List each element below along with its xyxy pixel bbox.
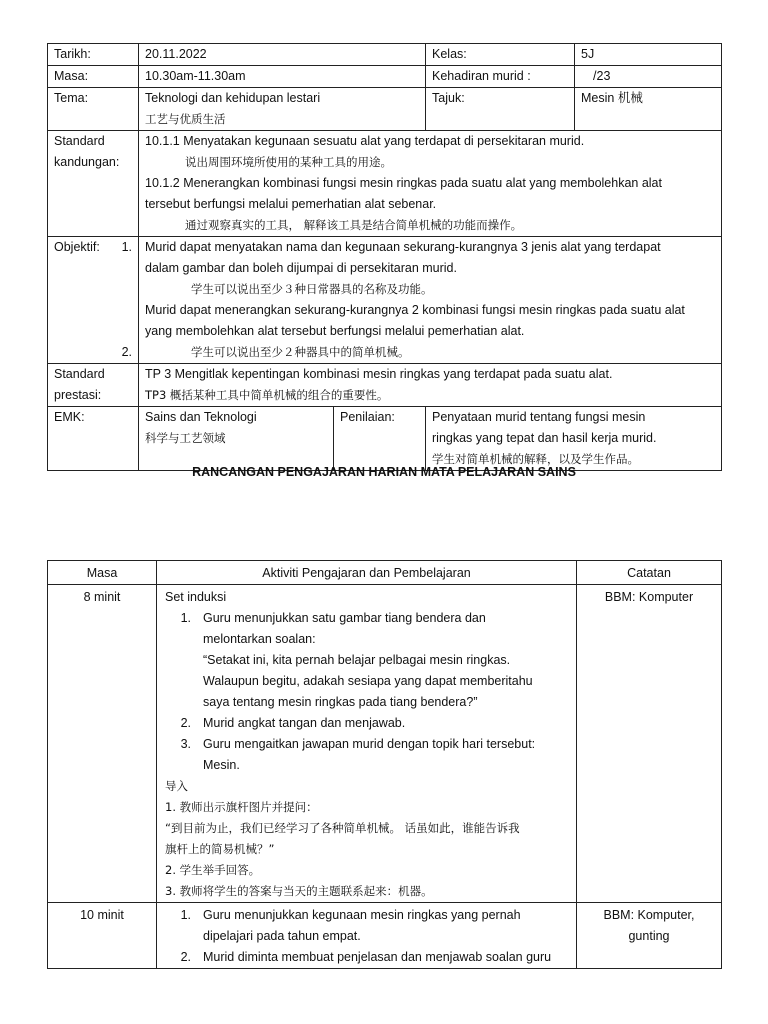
emk-value-zh: 科学与工艺领域 <box>145 431 226 445</box>
standard-prestasi-label-1: Standard <box>54 367 105 381</box>
emk-value: Sains dan Teknologi <box>145 410 257 424</box>
obj-1a: Murid dapat menyatakan nama dan kegunaan sekurang-kurangnya 3 jenis alat yang terdapat <box>145 240 661 254</box>
standard-kandungan-label-1: Standard <box>54 134 105 148</box>
tarikh-row <box>48 44 722 66</box>
sk-2b: tersebut berfungsi melalui pemerhatian alat sebenar. <box>145 197 437 211</box>
standard-kandungan-content <box>139 131 722 237</box>
row1-zh-2: “到目前为止，我们已经学习了各种简单机械。 话虽如此，谁能告诉我 <box>165 821 520 835</box>
masa-value: 10.30am-11.30am <box>139 66 426 88</box>
obj-2-zh: 学生可以说出至少２种器具中的简单机械。 <box>191 345 410 359</box>
row1-zh-heading: 导入 <box>165 779 188 793</box>
kelas-label: Kelas: <box>426 44 575 66</box>
kelas-value: 5J <box>575 44 722 66</box>
masa-label: Masa: <box>48 66 139 88</box>
row2-item-1: 1. Guru menunjukkan kegunaan mesin ringkas yang pernah dipelajari pada tahun empat. <box>180 908 521 943</box>
row1-heading: Set induksi <box>165 590 227 604</box>
emk-content <box>139 407 334 471</box>
tarikh-value: 20.11.2022 <box>139 44 426 66</box>
penilaian-2: ringkas yang tepat dan hasil kerja murid. <box>432 431 657 445</box>
header-masa: Masa <box>48 561 157 585</box>
obj-1b: dalam gambar dan boleh dijumpai di persekitaran murid. <box>145 261 457 275</box>
row1-aktiviti <box>157 585 577 903</box>
standard-prestasi-label <box>48 364 139 407</box>
lesson-plan-table <box>47 560 722 969</box>
objektif-label: Objektif: <box>54 240 100 254</box>
tema-label: Tema: <box>48 88 139 131</box>
standard-prestasi-label-2: prestasi: <box>54 388 102 402</box>
emk-label: EMK: <box>48 407 139 471</box>
objektif-row <box>48 237 722 364</box>
tema-cell <box>139 88 426 131</box>
emk-row <box>48 407 722 471</box>
row1-zh-1: 1. 教师出示旗杆图片并提问： <box>165 800 318 814</box>
sk-1: 10.1.1 Menyatakan kegunaan sesuatu alat yang terdapat di persekitaran murid. <box>145 134 585 148</box>
tajuk-value: Mesin 机械 <box>575 88 722 131</box>
tajuk-label: Tajuk: <box>426 88 575 131</box>
row1-item-2: 2. Murid angkat tangan dan menjawab. <box>180 716 406 730</box>
kehadiran-label: Kehadiran murid : <box>426 66 575 88</box>
document-title: RANCANGAN PENGAJARAN HARIAN MATA PELAJARAN SAINS <box>192 465 576 479</box>
plan-header-row <box>48 561 722 585</box>
standard-kandungan-row <box>48 131 722 237</box>
standard-kandungan-label <box>48 131 139 237</box>
sk-2a: 10.1.2 Menerangkan kombinasi fungsi mesin ringkas pada suatu alat yang membolehkan alat <box>145 176 662 190</box>
row1-item-1: 1. Guru menunjukkan satu gambar tiang bendera dan melontarkan soalan: “Setakat ini, kita pernah belajar pelbagai mesin ringkas. Walaupun begitu, adakah sesiapa yang dapat memberitahu saya tentang mesin ringkas pada tiang bendera?” <box>180 611 533 709</box>
obj-1-zh: 学生可以说出至少３种日常器具的名称及功能。 <box>191 282 433 296</box>
row1-catatan: BBM: Komputer <box>577 585 722 903</box>
tema-value: Teknologi dan kehidupan lestari <box>145 91 321 105</box>
sp-1-zh: TP3 概括某种工具中简单机械的组合的重要性。 <box>145 388 389 402</box>
penilaian-content <box>426 407 722 471</box>
obj-2a: Murid dapat menerangkan sekurang-kurangnya 2 kombinasi fungsi mesin ringkas pada suatu alat <box>145 303 685 317</box>
penilaian-label: Penilaian: <box>334 407 426 471</box>
row1-item-3: 3. Guru mengaitkan jawapan murid dengan topik hari tersebut: Mesin. <box>180 737 536 772</box>
row2-item-2: 2. Murid diminta membuat penjelasan dan menjawab soalan guru <box>180 950 552 964</box>
row2-catatan: BBM: Komputer, gunting <box>577 903 722 969</box>
standard-prestasi-content <box>139 364 722 407</box>
row1-zh-5: 3. 教师将学生的答案与当天的主题联系起来：机器。 <box>165 884 433 898</box>
row1-zh-3: 旗杆上的简易机械？” <box>165 842 275 856</box>
standard-kandungan-label-2: kandungan: <box>54 155 120 169</box>
tarikh-label: Tarikh: <box>48 44 139 66</box>
objektif-label-cell <box>48 237 139 364</box>
objektif-number-2: 2. <box>121 345 132 359</box>
tema-row <box>48 88 722 131</box>
row2-aktiviti <box>157 903 577 969</box>
penilaian-1: Penyataan murid tentang fungsi mesin <box>432 410 646 424</box>
sk-1-zh: 说出周围环境所使用的某种工具的用途。 <box>185 155 392 169</box>
objektif-content <box>139 237 722 364</box>
row1-zh-4: 2. 学生举手回答。 <box>165 863 261 877</box>
objektif-number-1: 1. <box>121 240 132 254</box>
sk-2-zh: 通过观察真实的工具， 解释该工具是结合简单机械的功能而操作。 <box>185 218 523 232</box>
header-aktiviti: Aktiviti Pengajaran dan Pembelajaran <box>157 561 577 585</box>
header-catatan: Catatan <box>577 561 722 585</box>
standard-prestasi-row <box>48 364 722 407</box>
penilaian-zh: 学生对简单机械的解释，以及学生作品。 <box>432 452 640 466</box>
tema-value-zh: 工艺与优质生活 <box>145 112 226 126</box>
row1-masa: 8 minit <box>48 585 157 903</box>
lesson-info-table <box>47 43 722 471</box>
kehadiran-value: /23 <box>575 66 722 88</box>
plan-row-set-induksi <box>48 585 722 903</box>
sp-1: TP 3 Mengitlak kepentingan kombinasi mesin ringkas yang terdapat pada suatu alat. <box>145 367 613 381</box>
masa-row <box>48 66 722 88</box>
plan-row-2 <box>48 903 722 969</box>
obj-2b: yang membolehkan alat tersebut berfungsi melalui pemerhatian alat. <box>145 324 525 338</box>
row2-masa: 10 minit <box>48 903 157 969</box>
